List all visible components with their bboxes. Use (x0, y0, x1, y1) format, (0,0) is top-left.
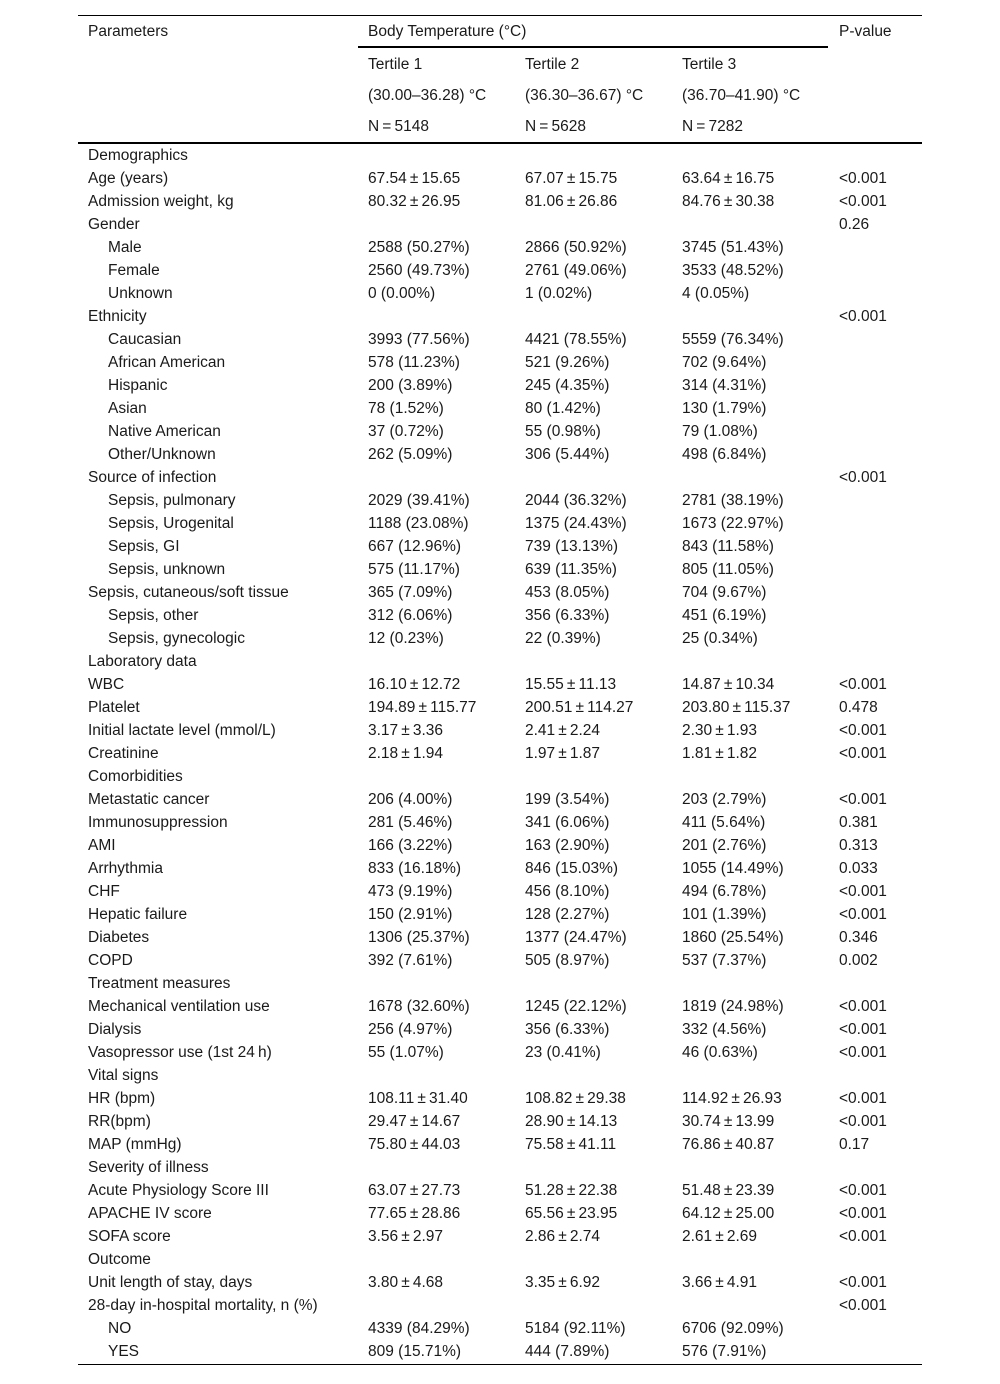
row-label: RR(bpm) (88, 1113, 151, 1130)
header-parameters: Parameters (88, 23, 169, 40)
table-row (78, 765, 922, 788)
row-label: COPD (88, 952, 133, 969)
cell-tertile-2: 80 (1.42%) (525, 400, 601, 417)
cell-tertile-3: 498 (6.84%) (682, 446, 767, 463)
cell-tertile-3: 1860 (25.54%) (682, 929, 784, 946)
cell-tertile-1: 194.89 ± 115.77 (368, 699, 477, 716)
table-row (78, 1179, 922, 1202)
cell-p-value: <0.001 (839, 469, 887, 486)
cell-tertile-3: 332 (4.56%) (682, 1021, 767, 1038)
table-row (78, 167, 922, 190)
row-label: NO (108, 1320, 132, 1337)
cell-tertile-3: 702 (9.64%) (682, 354, 767, 371)
cell-tertile-2: 639 (11.35%) (525, 561, 617, 578)
cell-tertile-3: 314 (4.31%) (682, 377, 767, 394)
cell-tertile-2: 2.86 ± 2.74 (525, 1228, 601, 1245)
cell-tertile-3: 411 (5.64%) (682, 814, 766, 831)
row-label: Demographics (88, 147, 188, 164)
cell-tertile-2: 65.56 ± 23.95 (525, 1205, 618, 1222)
cell-tertile-3: 4 (0.05%) (682, 285, 750, 302)
cell-tertile-1: 150 (2.91%) (368, 906, 453, 923)
cell-tertile-1: 4339 (84.29%) (368, 1320, 470, 1337)
table-row (78, 811, 922, 834)
cell-p-value: <0.001 (839, 998, 887, 1015)
cell-tertile-2: 75.58 ± 41.11 (525, 1136, 617, 1153)
table-row (78, 949, 922, 972)
table-row (78, 857, 922, 880)
cell-p-value: <0.001 (839, 1182, 887, 1199)
cell-tertile-2: 4421 (78.55%) (525, 331, 627, 348)
cell-tertile-1: 0 (0.00%) (368, 285, 436, 302)
row-label: Sepsis, unknown (108, 561, 226, 578)
cell-tertile-3: 101 (1.39%) (682, 906, 767, 923)
cell-tertile-1: 2.18 ± 1.94 (368, 745, 444, 762)
cell-p-value: <0.001 (839, 1021, 887, 1038)
cell-tertile-1: 16.10 ± 12.72 (368, 676, 461, 693)
row-label: Other/Unknown (108, 446, 216, 463)
cell-tertile-2: 1 (0.02%) (525, 285, 593, 302)
table-row (78, 535, 922, 558)
table-row (78, 1340, 922, 1363)
cell-tertile-1: 578 (11.23%) (368, 354, 460, 371)
table-row (78, 1317, 922, 1340)
cell-p-value: 0.478 (839, 699, 878, 716)
row-label: Treatment measures (88, 975, 231, 992)
cell-tertile-3: 30.74 ± 13.99 (682, 1113, 775, 1130)
cell-p-value: <0.001 (839, 1274, 887, 1291)
cell-tertile-1: 2588 (50.27%) (368, 239, 470, 256)
cell-p-value: 0.17 (839, 1136, 870, 1153)
table-top-rule (78, 15, 922, 16)
cell-tertile-3: 203 (2.79%) (682, 791, 767, 808)
cell-tertile-1: 262 (5.09%) (368, 446, 453, 463)
cell-tertile-1: 63.07 ± 27.73 (368, 1182, 461, 1199)
table-row (78, 995, 922, 1018)
table-row (78, 834, 922, 857)
row-label: Dialysis (88, 1021, 142, 1038)
cell-p-value: <0.001 (839, 1297, 887, 1314)
cell-p-value: <0.001 (839, 883, 887, 900)
cell-p-value: <0.001 (839, 1044, 887, 1061)
table-row (78, 1133, 922, 1156)
cell-tertile-2: 341 (6.06%) (525, 814, 610, 831)
row-label: Caucasian (108, 331, 182, 348)
table-row (78, 1271, 922, 1294)
cell-tertile-1: 3.17 ± 3.36 (368, 722, 444, 739)
table-row (78, 466, 922, 489)
row-label: Metastatic cancer (88, 791, 210, 808)
table-row (78, 1064, 922, 1087)
cell-p-value: <0.001 (839, 906, 887, 923)
row-label: Hispanic (108, 377, 168, 394)
cell-tertile-2: 846 (15.03%) (525, 860, 619, 877)
cell-p-value: 0.313 (839, 837, 878, 854)
table-row (78, 650, 922, 673)
cell-p-value: 0.002 (839, 952, 878, 969)
cell-tertile-3: 2.30 ± 1.93 (682, 722, 758, 739)
cell-tertile-2: 81.06 ± 26.86 (525, 193, 618, 210)
table-row (78, 604, 922, 627)
cell-tertile-1: 75.80 ± 44.03 (368, 1136, 461, 1153)
table-row (78, 1248, 922, 1271)
cell-p-value: 0.033 (839, 860, 878, 877)
row-label: Sepsis, GI (108, 538, 180, 555)
cell-tertile-3: 5559 (76.34%) (682, 331, 784, 348)
table-row (78, 1087, 922, 1110)
cell-p-value: <0.001 (839, 722, 887, 739)
row-label: CHF (88, 883, 120, 900)
cell-tertile-2: 1245 (22.12%) (525, 998, 627, 1015)
table-row (78, 397, 922, 420)
table-row (78, 696, 922, 719)
cell-tertile-3: 79 (1.08%) (682, 423, 758, 440)
row-label: Admission weight, kg (88, 193, 234, 210)
cell-tertile-2: 108.82 ± 29.38 (525, 1090, 626, 1107)
row-label: Source of infection (88, 469, 217, 486)
cell-tertile-2: 245 (4.35%) (525, 377, 610, 394)
table-row (78, 190, 922, 213)
cell-tertile-1: 200 (3.89%) (368, 377, 453, 394)
cell-tertile-2: 306 (5.44%) (525, 446, 610, 463)
row-label: SOFA score (88, 1228, 171, 1245)
row-label: WBC (88, 676, 125, 693)
row-label: Native American (108, 423, 221, 440)
cell-p-value: <0.001 (839, 1090, 887, 1107)
cell-tertile-3: 1055 (14.49%) (682, 860, 784, 877)
table-row (78, 1018, 922, 1041)
cell-tertile-1: 29.47 ± 14.67 (368, 1113, 461, 1130)
cell-tertile-2: 15.55 ± 11.13 (525, 676, 617, 693)
cell-tertile-1: 55 (1.07%) (368, 1044, 444, 1061)
row-label: Initial lactate level (mmol/L) (88, 722, 276, 739)
cell-tertile-1: 1188 (23.08%) (368, 515, 469, 532)
table-row (78, 328, 922, 351)
cell-tertile-3: 1.81 ± 1.82 (682, 745, 758, 762)
row-label: Severity of illness (88, 1159, 209, 1176)
table-row (78, 627, 922, 650)
cell-p-value: <0.001 (839, 791, 887, 808)
row-label: AMI (88, 837, 116, 854)
table-row (78, 282, 922, 305)
table-row (78, 1110, 922, 1133)
row-label: Unknown (108, 285, 173, 302)
cell-tertile-3: 203.80 ± 115.37 (682, 699, 791, 716)
row-label: Ethnicity (88, 308, 147, 325)
cell-tertile-3: 494 (6.78%) (682, 883, 767, 900)
header-tertile-1-range: (30.00–36.28) °C (368, 87, 487, 104)
table-row (78, 558, 922, 581)
row-label: Laboratory data (88, 653, 197, 670)
cell-tertile-3: 2781 (38.19%) (682, 492, 784, 509)
table-row (78, 972, 922, 995)
row-label: Immunosuppression (88, 814, 228, 831)
table-row (78, 673, 922, 696)
cell-tertile-3: 3.66 ± 4.91 (682, 1274, 758, 1291)
row-label: Sepsis, cutaneous/soft tissue (88, 584, 289, 601)
row-label: Unit length of stay, days (88, 1274, 253, 1291)
cell-p-value: <0.001 (839, 308, 887, 325)
table-row (78, 512, 922, 535)
cell-p-value: <0.001 (839, 1228, 887, 1245)
cell-tertile-2: 199 (3.54%) (525, 791, 610, 808)
cell-tertile-1: 392 (7.61%) (368, 952, 453, 969)
cell-tertile-2: 2866 (50.92%) (525, 239, 627, 256)
cell-tertile-2: 2.41 ± 2.24 (525, 722, 601, 739)
cell-tertile-3: 1819 (24.98%) (682, 998, 784, 1015)
header-body-temperature: Body Temperature (°C) (368, 23, 527, 40)
cell-tertile-3: 2.61 ± 2.69 (682, 1228, 758, 1245)
row-label: APACHE IV score (88, 1205, 212, 1222)
cell-tertile-2: 521 (9.26%) (525, 354, 610, 371)
cell-tertile-2: 453 (8.05%) (525, 584, 610, 601)
cell-tertile-1: 3993 (77.56%) (368, 331, 470, 348)
cell-tertile-1: 78 (1.52%) (368, 400, 444, 417)
table-row (78, 719, 922, 742)
cell-p-value: <0.001 (839, 1205, 887, 1222)
cell-tertile-3: 130 (1.79%) (682, 400, 767, 417)
cell-tertile-3: 537 (7.37%) (682, 952, 767, 969)
table-row (78, 1041, 922, 1064)
cell-tertile-3: 1673 (22.97%) (682, 515, 784, 532)
cell-tertile-3: 14.87 ± 10.34 (682, 676, 775, 693)
row-label: Outcome (88, 1251, 151, 1268)
header-tertile-3: Tertile 3 (682, 56, 737, 73)
cell-tertile-3: 843 (11.58%) (682, 538, 774, 555)
cell-tertile-1: 166 (3.22%) (368, 837, 453, 854)
table-row (78, 351, 922, 374)
header-tertile-1-n: N = 5148 (368, 118, 429, 135)
table-row (78, 1225, 922, 1248)
cell-p-value: 0.26 (839, 216, 870, 233)
cell-tertile-1: 809 (15.71%) (368, 1343, 462, 1360)
cell-p-value: <0.001 (839, 676, 887, 693)
table-row (78, 144, 922, 167)
cell-tertile-3: 46 (0.63%) (682, 1044, 758, 1061)
cell-p-value: 0.381 (839, 814, 878, 831)
cell-tertile-1: 3.56 ± 2.97 (368, 1228, 444, 1245)
cell-tertile-3: 576 (7.91%) (682, 1343, 767, 1360)
row-label: Age (years) (88, 170, 169, 187)
cell-tertile-3: 3745 (51.43%) (682, 239, 784, 256)
cell-tertile-2: 55 (0.98%) (525, 423, 601, 440)
row-label: Vital signs (88, 1067, 159, 1084)
cell-tertile-2: 1.97 ± 1.87 (525, 745, 601, 762)
cell-tertile-1: 312 (6.06%) (368, 607, 453, 624)
row-label: Platelet (88, 699, 140, 716)
header-p-value: P-value (839, 23, 892, 40)
cell-tertile-3: 704 (9.67%) (682, 584, 767, 601)
cell-tertile-3: 114.92 ± 26.93 (682, 1090, 782, 1107)
row-label: Gender (88, 216, 140, 233)
row-label: 28-day in-hospital mortality, n (%) (88, 1297, 318, 1314)
row-label: Creatinine (88, 745, 159, 762)
cell-p-value: <0.001 (839, 1113, 887, 1130)
cell-tertile-1: 206 (4.00%) (368, 791, 453, 808)
row-label: African American (108, 354, 226, 371)
cell-tertile-3: 6706 (92.09%) (682, 1320, 784, 1337)
cell-tertile-2: 200.51 ± 114.27 (525, 699, 634, 716)
cell-tertile-1: 473 (9.19%) (368, 883, 453, 900)
cell-tertile-2: 739 (13.13%) (525, 538, 619, 555)
cell-tertile-1: 1306 (25.37%) (368, 929, 470, 946)
cell-tertile-2: 67.07 ± 15.75 (525, 170, 618, 187)
header-tertile-2-range: (36.30–36.67) °C (525, 87, 644, 104)
cell-tertile-2: 163 (2.90%) (525, 837, 610, 854)
row-label: Female (108, 262, 160, 279)
table-row (78, 259, 922, 282)
cell-tertile-3: 805 (11.05%) (682, 561, 774, 578)
table-row (78, 926, 922, 949)
cell-tertile-3: 76.86 ± 40.87 (682, 1136, 775, 1153)
cell-tertile-2: 456 (8.10%) (525, 883, 610, 900)
row-label: Diabetes (88, 929, 150, 946)
cell-tertile-2: 1375 (24.43%) (525, 515, 627, 532)
row-label: MAP (mmHg) (88, 1136, 182, 1153)
row-label: Sepsis, gynecologic (108, 630, 245, 647)
table-row (78, 420, 922, 443)
row-label: Comorbidities (88, 768, 183, 785)
cell-tertile-3: 3533 (48.52%) (682, 262, 784, 279)
header-tertile-2: Tertile 2 (525, 56, 580, 73)
cell-tertile-1: 3.80 ± 4.68 (368, 1274, 444, 1291)
cell-p-value: 0.346 (839, 929, 878, 946)
cell-tertile-2: 356 (6.33%) (525, 607, 610, 624)
table-row (78, 305, 922, 328)
header-tertile-2-n: N = 5628 (525, 118, 586, 135)
cell-tertile-3: 63.64 ± 16.75 (682, 170, 775, 187)
cell-tertile-2: 356 (6.33%) (525, 1021, 610, 1038)
cell-tertile-1: 365 (7.09%) (368, 584, 453, 601)
cell-tertile-1: 833 (16.18%) (368, 860, 462, 877)
cell-tertile-1: 2029 (39.41%) (368, 492, 470, 509)
table-row (78, 788, 922, 811)
cell-tertile-1: 77.65 ± 28.86 (368, 1205, 461, 1222)
table-body (78, 144, 922, 1363)
cell-tertile-2: 28.90 ± 14.13 (525, 1113, 618, 1130)
row-label: Mechanical ventilation use (88, 998, 270, 1015)
row-label: Asian (108, 400, 147, 417)
cell-tertile-1: 67.54 ± 15.65 (368, 170, 461, 187)
cell-tertile-2: 51.28 ± 22.38 (525, 1182, 618, 1199)
header-tertile-3-range: (36.70–41.90) °C (682, 87, 801, 104)
row-label: Acute Physiology Score III (88, 1182, 269, 1199)
cell-tertile-2: 3.35 ± 6.92 (525, 1274, 601, 1291)
header-tertile-1: Tertile 1 (368, 56, 423, 73)
table-row (78, 581, 922, 604)
cell-p-value: <0.001 (839, 745, 887, 762)
table-row (78, 880, 922, 903)
table-row (78, 489, 922, 512)
row-label: Vasopressor use (1st 24 h) (88, 1044, 272, 1061)
cell-tertile-3: 51.48 ± 23.39 (682, 1182, 775, 1199)
cell-tertile-3: 84.76 ± 30.38 (682, 193, 775, 210)
row-label: Sepsis, other (108, 607, 199, 624)
row-label: Hepatic failure (88, 906, 188, 923)
cell-tertile-2: 505 (8.97%) (525, 952, 610, 969)
cell-tertile-1: 80.32 ± 26.95 (368, 193, 461, 210)
table-row (78, 1202, 922, 1225)
table-row (78, 213, 922, 236)
cell-tertile-1: 575 (11.17%) (368, 561, 460, 578)
header-tertile-3-n: N = 7282 (682, 118, 743, 135)
table-row (78, 903, 922, 926)
cell-tertile-3: 25 (0.34%) (682, 630, 758, 647)
cell-p-value: <0.001 (839, 193, 887, 210)
row-label: YES (108, 1343, 140, 1360)
table-row (78, 374, 922, 397)
table-row (78, 1156, 922, 1179)
cell-tertile-1: 256 (4.97%) (368, 1021, 453, 1038)
row-label: Arrhythmia (88, 860, 163, 877)
cell-tertile-1: 108.11 ± 31.40 (368, 1090, 468, 1107)
cell-tertile-1: 281 (5.46%) (368, 814, 453, 831)
cell-tertile-1: 1678 (32.60%) (368, 998, 470, 1015)
cell-tertile-2: 22 (0.39%) (525, 630, 601, 647)
table-row (78, 443, 922, 466)
cell-tertile-2: 128 (2.27%) (525, 906, 610, 923)
row-label: Sepsis, Urogenital (108, 515, 234, 532)
table-bottom-rule (78, 1364, 922, 1365)
cell-tertile-2: 1377 (24.47%) (525, 929, 627, 946)
cell-tertile-1: 2560 (49.73%) (368, 262, 470, 279)
table-row (78, 1294, 922, 1317)
cell-tertile-2: 2761 (49.06%) (525, 262, 627, 279)
row-label: HR (bpm) (88, 1090, 156, 1107)
cell-p-value: <0.001 (839, 170, 887, 187)
cell-tertile-3: 451 (6.19%) (682, 607, 767, 624)
table-row (78, 742, 922, 765)
cell-tertile-2: 444 (7.89%) (525, 1343, 610, 1360)
cell-tertile-2: 23 (0.41%) (525, 1044, 601, 1061)
row-label: Male (108, 239, 142, 256)
cell-tertile-3: 201 (2.76%) (682, 837, 767, 854)
cell-tertile-1: 667 (12.96%) (368, 538, 462, 555)
cell-tertile-2: 2044 (36.32%) (525, 492, 627, 509)
group-header-rule (358, 46, 828, 48)
cell-tertile-2: 5184 (92.11%) (525, 1320, 626, 1337)
table-row (78, 236, 922, 259)
cell-tertile-1: 12 (0.23%) (368, 630, 444, 647)
cell-tertile-1: 37 (0.72%) (368, 423, 444, 440)
row-label: Sepsis, pulmonary (108, 492, 236, 509)
cell-tertile-3: 64.12 ± 25.00 (682, 1205, 775, 1222)
